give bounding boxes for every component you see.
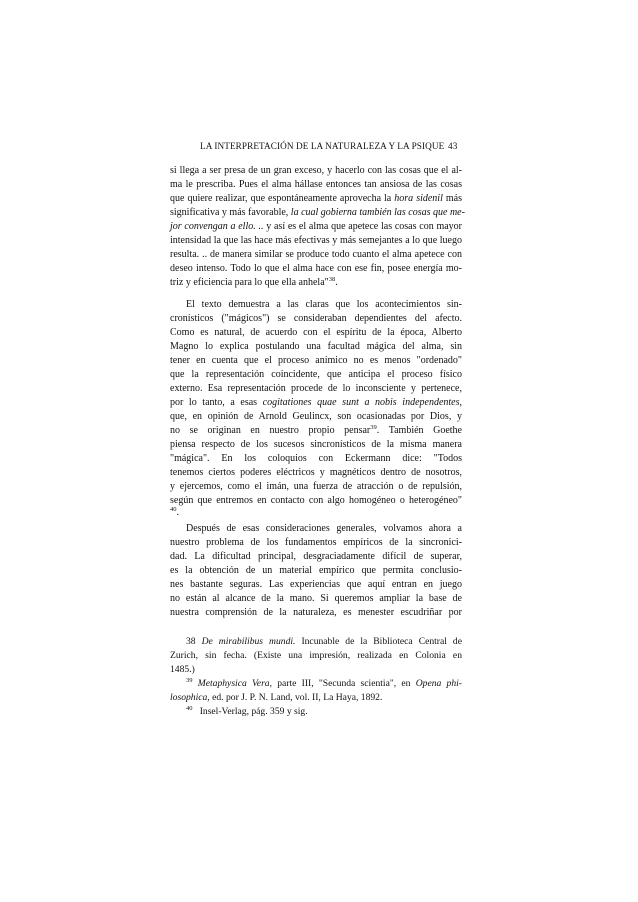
text-run: Insel-Verlag, pág. 359 y sig. [199, 706, 308, 717]
text-run: parte III, "Secunda scientia", en [272, 678, 416, 689]
text-line: dad. La dificultad principal, desgraciadamente difícil de superar, [170, 551, 462, 562]
footnote-number: 38 [186, 636, 196, 647]
text-run: más [442, 193, 463, 204]
text-line: según que entremos en contacto con algo homogéneo o heterogéneo" [170, 495, 462, 506]
text-line: Como es natural, de acuerdo con el espíritu de la época, Alberto [170, 327, 462, 338]
text-run: y así es el alma que apetece las cosas con mayor [263, 221, 462, 232]
text-line [170, 193, 462, 205]
text-line: que la representación coincidente, que anticipa el proceso físico [170, 369, 462, 380]
text-run: . [335, 277, 338, 288]
text-line: externo. Esa representación procede de lo inconsciente y pertenece, [170, 383, 462, 394]
text-line: "mágica". En los coloquios con Eckermann dice: "Todos [170, 453, 462, 464]
text-line: Zurich, sin fecha. (Existe una impresión, realizada en Colonia en [170, 650, 462, 661]
text-line: que, en opinión de Arnold Geulincx, son ocasionadas por Dios, y [170, 411, 462, 422]
page-number: 43 [448, 141, 458, 151]
italic-run: la cual gobierna también las cosas que me- [290, 207, 465, 218]
italic-run: Opena phi- [415, 678, 462, 689]
running-title: LA INTERPRETACIÓN DE LA NATURALEZA Y LA PSIQUE [200, 141, 445, 151]
footnote-ref: 40 [170, 506, 177, 513]
text-line: cronísticos ("mágicos") se consideraban dependientes del afecto. [170, 313, 462, 324]
text-run: significativa y más favorable, [170, 207, 291, 218]
text-line: y ejercemos, como el imán, una fuerza de atracción o de repulsión, [170, 481, 462, 492]
text-line [170, 507, 462, 519]
italic-run: losophica, [170, 692, 210, 703]
footnote-number: 39 [186, 677, 193, 684]
text-line: tenemos ciertos poderes eléctricos y magnéticos dentro de nosotros, [170, 467, 462, 478]
text-line: deseo intenso. Todo lo que el alma hace con ese fin, posee energía mo- [170, 263, 462, 274]
text-line [170, 207, 465, 219]
text-run: Incunable de la Biblioteca Central de [295, 636, 462, 647]
text-line: nes bastante seguras. Las experiencias que aquí entran en juego [170, 579, 462, 590]
italic-run: cogitationes quae sunt a nobis independentes, [262, 397, 462, 408]
text-line: ma le prescriba. Pues el alma hállase entonces tan ansiosa de las cosas [170, 179, 462, 190]
text-run: . También Goethe [376, 425, 462, 436]
italic-run: Metaphysica Vera, [197, 678, 272, 689]
text-line: piensa respecto de los sucesos sincronísticos de la misma manera [170, 439, 462, 450]
text-run: que quiere realizar, que espontáneamente aprovecha la [170, 193, 395, 204]
text-line: resulta. .. de manera similar se produce todo cuanto el alma apetece con [170, 249, 462, 260]
text-line: nuestra comprensión de la naturaleza, es menester escudriñar por [170, 607, 462, 618]
text-line: 1485.) [170, 664, 195, 675]
text-line: El texto demuestra a las claras que los acontecimientos sin- [186, 299, 462, 310]
text-line: intensidad la que las hace más efectivas y más semejantes a lo que luego [170, 235, 462, 246]
text-line: Magno lo explica postulando una facultad mágica del alma, sin [170, 341, 462, 352]
text-line: no están al alcance de la mano. Si queremos ampliar la base de [170, 593, 462, 604]
text-run: triz y eficiencia para lo que ella anhela" [170, 277, 329, 288]
text-line: es la obtención de un material empírico que permita conclusio- [170, 565, 462, 576]
text-run: ed. por J. P. N. Land, vol. II, La Haya, 1892. [209, 692, 383, 703]
text-line: nuestro problema de los fundamentos empíricos de la sincronici- [170, 537, 462, 548]
running-header [200, 141, 462, 151]
footnote-38 [170, 636, 462, 648]
footnote-ref: 39 [370, 424, 377, 431]
footnote-39 [170, 678, 462, 690]
text-line [170, 692, 462, 704]
italic-run: hora sidenil [394, 193, 443, 204]
footnote-ref: 38 [328, 276, 336, 283]
text-line [170, 425, 462, 437]
footnote-40 [170, 706, 462, 718]
text-run: . [176, 507, 179, 518]
text-line [170, 221, 462, 233]
italic-run: jor convengan a ello. .. [170, 221, 264, 232]
text-line: Después de esas consideraciones generales, volvamos ahora a [186, 523, 462, 534]
footnote-number: 40 [186, 705, 193, 712]
text-line: si llega a ser presa de un gran exceso, y hacerlo con las cosas que el al- [170, 165, 462, 176]
text-line [170, 277, 462, 289]
italic-run: De mirabilibus mundi. [201, 636, 296, 647]
text-line: tener en cuenta que el proceso anímico no es menos "ordenado" [170, 355, 462, 366]
text-run: por lo tanto, a esas [170, 397, 263, 408]
text-run: no se originan en nuestro propio pensar [170, 425, 371, 436]
text-line [170, 397, 462, 409]
